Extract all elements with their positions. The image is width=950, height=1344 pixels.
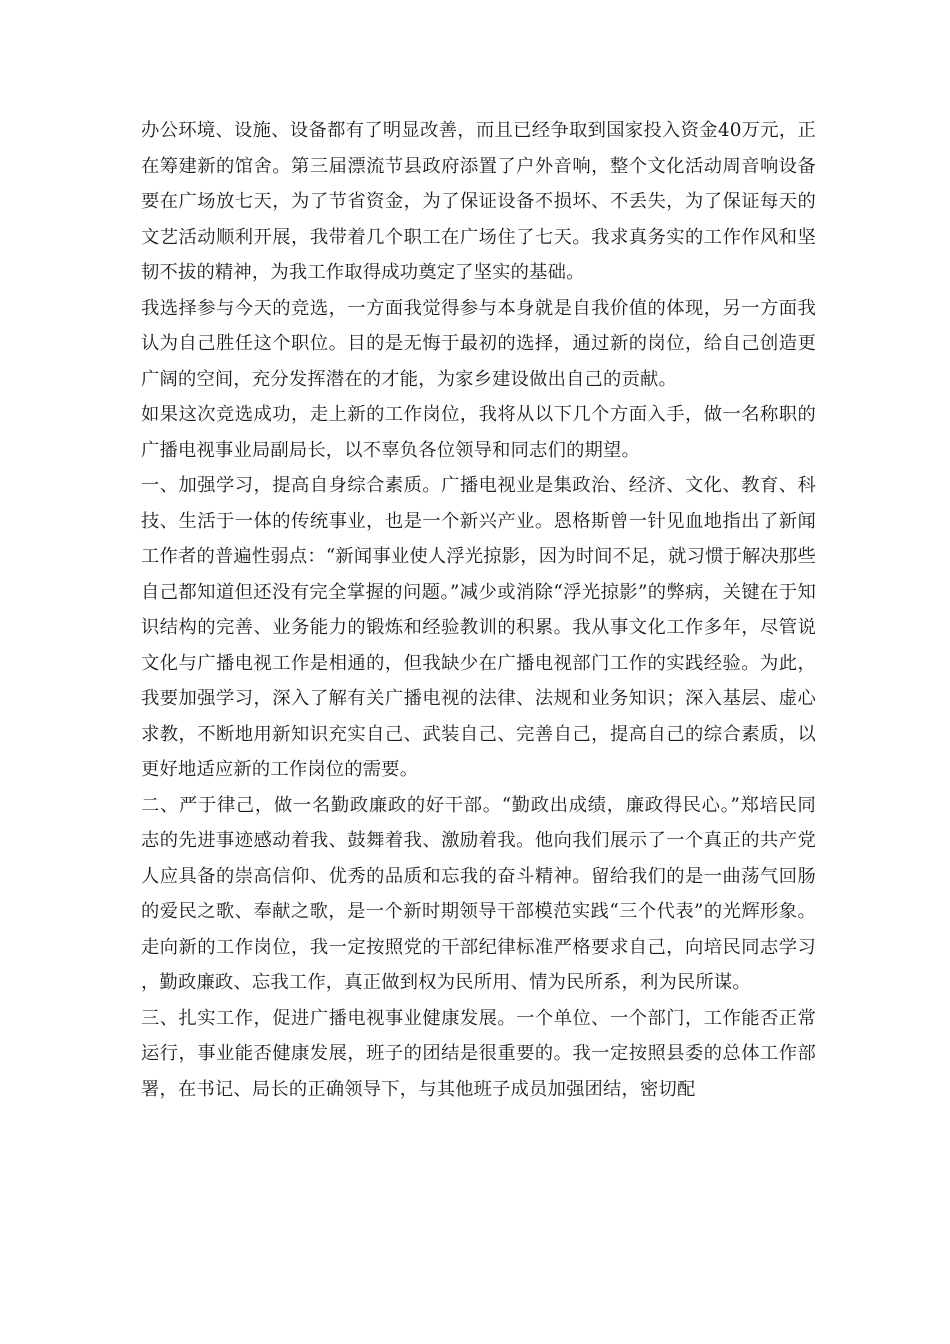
- paragraph-point-two-discipline: 二、严于律己，做一名勤政廉政的好干部。“勤政出成绩，廉政得民心。”郑培民同志的先进事迹感动着我、鼓舞着我、激励着我。他向我们展示了一个真正的共产党人应具备的崇高信仰、优秀的品质和忘我的奋斗精神。留给我们的是一曲荡气回肠的爱民之歌、奉献之歌，是一个新时期领导干部模范实践“三个代表”的光辉形象。走向新的工作岗位，我一定按照党的干部纪律标准严格要求自己，向培民同志学习，勤政廉政、忘我工作，真正做到权为民所用、情为民所系，利为民所谋。: [141, 794, 816, 993]
- paragraph-facility-improvements: 办公环境、设施、设备都有了明显改善，而且已经争取到国家投入资金40万元，正在筹建新的馆舍。第三届漂流节县政府添置了户外音响，整个文化活动周音响设备要在广场放七天，为了节省资金，为了保证设备不损坏、不丢失，为了保证每天的文艺活动顺利开展，我带着几个职工在广场住了七天。我求真务实的工作作风和坚韧不拔的精神，为我工作取得成功奠定了坚实的基础。: [141, 120, 816, 283]
- paragraph-point-one-study: 一、加强学习，提高自身综合素质。广播电视业是集政治、经济、文化、教育、科技、生活于一体的传统事业，也是一个新兴产业。恩格斯曾一针见血地指出了新闻工作者的普遍性弱点：“新闻事业使人浮光掠影，因为时间不足，就习惯于解决那些自己都知道但还没有完全掌握的问题。”减少或消除“浮光掠影”的弊病，关键在于知识结构的完善、业务能力的锻炼和经验教训的积累。我从事文化工作多年，尽管说文化与广播电视工作是相通的，但我缺少在广播电视部门工作的实践经验。为此，我要加强学习，深入了解有关广播电视的法律、法规和业务知识；深入基层、虚心求教，不断地用新知识充实自己、武装自己、完善自己，提高自己的综合素质，以更好地适应新的工作岗位的需要。: [141, 475, 816, 780]
- paragraph-reason-for-running: 我选择参与今天的竞选，一方面我觉得参与本身就是自我价值的体现，另一方面我认为自己胜任这个职位。目的是无悔于最初的选择，通过新的岗位，给自己创造更广阔的空间，充分发挥潜在的才能，为家乡建设做出自己的贡献。: [141, 297, 816, 390]
- paragraph-plan-intro: 如果这次竞选成功，走上新的工作岗位，我将从以下几个方面入手，做一名称职的广播电视事业局副局长，以不辜负各位领导和同志们的期望。: [141, 404, 816, 461]
- paragraph-point-three-work: 三、扎实工作，促进广播电视事业健康发展。一个单位、一个部门，工作能否正常运行，事业能否健康发展，班子的团结是很重要的。我一定按照县委的总体工作部署，在书记、局长的正确领导下，与其他班子成员加强团结，密切配: [141, 1007, 816, 1100]
- document-body: [141, 113, 816, 1107]
